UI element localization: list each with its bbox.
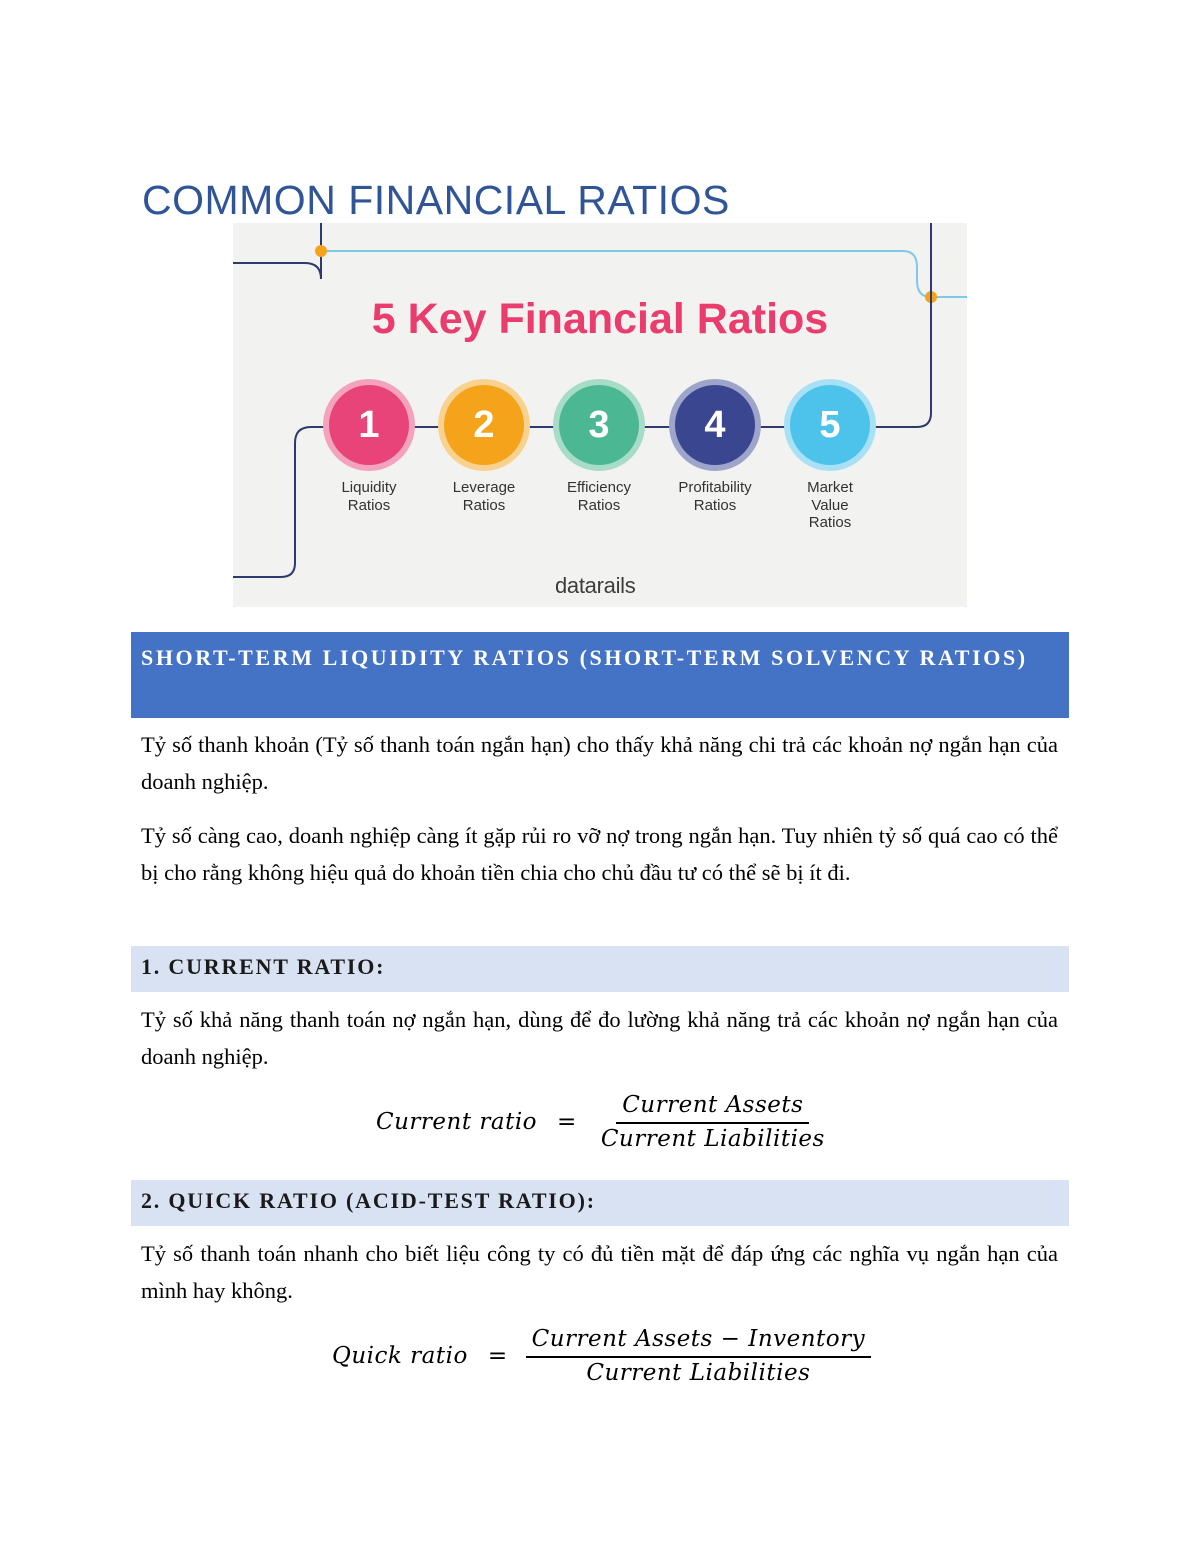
current-ratio-heading: 1. CURRENT RATIO: [131,946,1069,992]
formula-denominator: Current Liabilities [600,1126,825,1152]
connector-dot [315,245,327,257]
page-title: COMMON FINANCIAL RATIOS [142,177,730,224]
formula-numerator: Current Assets [616,1092,809,1124]
ratio-label-5: Market Value Ratios [807,479,853,531]
formula-lhs: Current ratio [376,1109,538,1135]
ratio-label-3: Efficiency Ratios [567,479,631,514]
ratio-label-4: Profitability Ratios [678,479,752,514]
formula-fraction [595,1092,831,1152]
formula-equals: = [557,1109,577,1135]
quick-ratio-heading: 2. QUICK RATIO (ACID-TEST RATIO): [131,1180,1069,1226]
ratio-circle-5: 5 [790,385,870,465]
ratio-label-1: Liquidity Ratios [341,479,397,514]
infographic-heading: 5 Key Financial Ratios [371,295,829,343]
formula-lhs: Quick ratio [332,1343,468,1369]
key-ratios-infographic [233,223,967,607]
formula-numerator: Current Assets − Inventory [526,1326,872,1358]
section-heading: SHORT-TERM LIQUIDITY RATIOS (SHORT-TERM SOLVENCY RATIOS) [131,632,1069,718]
formula-fraction [526,1326,872,1386]
formula-equals: = [487,1343,508,1369]
section-paragraph-2: Tỷ số càng cao, doanh nghiệp càng ít gặp rủi ro vỡ nợ trong ngắn hạn. Tuy nhiên tỷ số quá cao có thể bị cho rằng không hiệu quả do khoản tiền chia cho chủ đầu tư có thể sẽ bị ít đi. [141,823,1058,885]
brand-logo: datarails [555,573,636,598]
quick-ratio-formula [332,1326,871,1386]
current-ratio-description: Tỷ số khả năng thanh toán nợ ngắn hạn, dùng để đo lường khả năng trả các khoản nợ ngắn hạn của doanh nghiệp. [141,1007,1058,1069]
formula-denominator: Current Liabilities [586,1360,811,1386]
ratio-circle-3: 3 [559,385,639,465]
current-ratio-formula [376,1092,831,1152]
ratio-circle-1: 1 [329,385,409,465]
quick-ratio-description: Tỷ số thanh toán nhanh cho biết liệu công ty có đủ tiền mặt để đáp ứng các nghĩa vụ ngắn hạn của mình hay không. [141,1241,1058,1303]
ratio-circle-2: 2 [444,385,524,465]
ratio-circle-4: 4 [675,385,755,465]
ratio-label-2: Leverage Ratios [452,479,516,514]
section-paragraph-1: Tỷ số thanh khoản (Tỷ số thanh toán ngắn hạn) cho thấy khả năng chi trả các khoản nợ ngắn hạn của doanh nghiệp. [141,732,1058,794]
